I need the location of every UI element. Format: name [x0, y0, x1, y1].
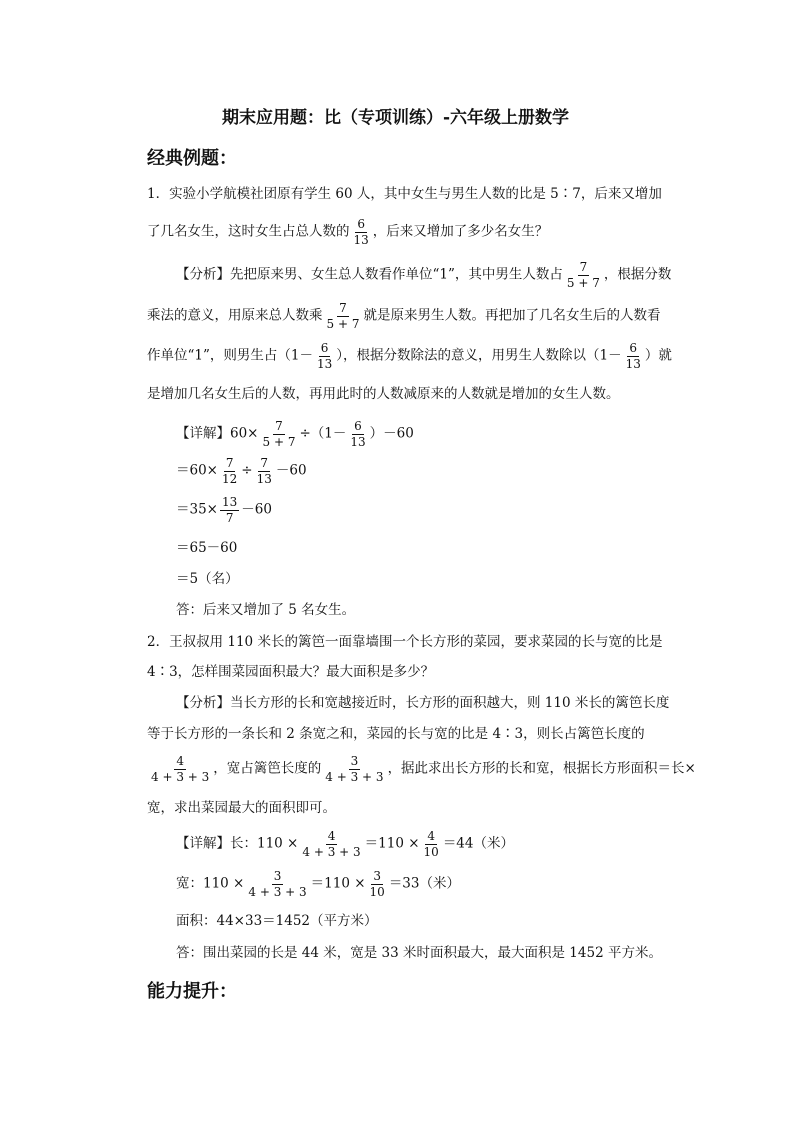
problem-2-solution-line-2: 宽：110 × $\frac{3}{4 + 3 + 3}$ ＝110 × $\frac{3}{10}$ ＝33（米）: [176, 869, 460, 899]
problem-1-solution-line-2: ＝60× $\frac{7}{12}$ ÷ $\frac{7}{13}$ －60: [176, 456, 307, 486]
fraction: $\frac{6}{13}$: [316, 341, 333, 371]
fraction: $\frac{3}{4 + 3 + 3}$: [248, 869, 307, 899]
problem-1-line-2: 了几名女生，这时女生占总人数的 $\frac{6}{13}$ ，后来又增加了多少名女生？: [147, 217, 549, 247]
fraction: $\frac{3}{10}$: [369, 869, 385, 899]
fraction: $\frac{3}{4 + 3 + 3}$: [325, 754, 384, 784]
problem-1-solution-line-1: 【详解】60× $\frac{7}{5 + 7}$ ÷（1－ $\frac{6}{13}$ ）－60: [176, 419, 414, 449]
problem-1-analysis-line-2: 乘法的意义，用原来总人数乘 $\frac{7}{5 + 7}$ 就是原来男生人数。再把加了几名女生后的人数看: [147, 301, 661, 331]
problem-1-solution-line-5: ＝5（名）: [176, 571, 239, 587]
fraction: $\frac{7}{5 + 7}$: [326, 301, 360, 331]
problem-1-solution-line-4: ＝65－60: [176, 540, 238, 556]
fraction: $\frac{4}{10}$: [423, 829, 439, 859]
section-heading-ability: 能力提升：: [147, 981, 237, 1002]
problem-1-answer: 答：后来又增加了 5 名女生。: [176, 602, 356, 618]
problem-2-analysis-line-4: 宽，求出菜园最大的面积即可。: [147, 800, 336, 816]
problem-2-answer: 答：围出菜园的长是 44 米，宽是 33 米时面积最大，最大面积是 1452 平方米。: [176, 945, 662, 961]
problem-2-analysis-line-1: 【分析】当长方形的长和宽越接近时，长方形的面积越大，则 110 米长的篱笆长度: [176, 695, 670, 711]
problem-2-analysis-line-2: 等于长方形的一条长和 2 条宽之和，菜园的长与宽的比是 4∶3，则长占篱笆长度的: [147, 726, 645, 742]
fraction: $\frac{6}{13}$: [350, 419, 366, 449]
fraction: $\frac{6}{13}$: [625, 341, 641, 371]
fraction: $\frac{7}{12}$: [222, 456, 238, 486]
problem-2-line-1: 2．王叔叔用 110 米长的篱笆一面靠墙围一个长方形的菜园，要求菜园的长与宽的比是: [147, 634, 663, 650]
problem-1-analysis-line-1: 【分析】先把原来男、女生总人数看作单位“1”，其中男生人数占 $\frac{7}{5 + 7}$ ，根据分数: [176, 260, 672, 290]
page-title: 期末应用题：比（专项训练）-六年级上册数学: [222, 108, 570, 128]
problem-2-analysis-line-3: $\frac{4}{4 + 3 + 3}$ ，宽占篱笆长度的 $\frac{3}{4 + 3 + 3}$ ，据此求出长方形的长和宽，根据长方形面积＝长×: [151, 754, 696, 784]
fraction: $\frac{4}{4 + 3 + 3}$: [302, 829, 361, 859]
problem-2-solution-line-3: 面积：44×33＝1452（平方米）: [176, 913, 378, 929]
section-heading-examples: 经典例题：: [147, 148, 237, 169]
fraction: $\frac{13}{7}$: [222, 495, 238, 525]
problem-1-line-1: 1．实验小学航模社团原有学生 60 人，其中女生与男生人数的比是 5∶7，后来又增加: [147, 186, 662, 202]
fraction: $\frac{7}{5 + 7}$: [566, 260, 600, 290]
fraction: $\frac{7}{13}$: [256, 456, 272, 486]
problem-1-analysis-line-3: 作单位“1”，则男生占（1－ $\frac{6}{13}$ ），根据分数除法的意义，用男生人数除以（1－ $\frac{6}{13}$ ）就: [147, 341, 672, 371]
problem-1-solution-line-3: ＝35× $\frac{13}{7}$ －60: [176, 495, 272, 525]
fraction: $\frac{4}{4 + 3 + 3}$: [151, 754, 210, 784]
problem-2-solution-line-1: 【详解】长：110 × $\frac{4}{4 + 3 + 3}$ ＝110 × $\frac{4}{10}$ ＝44（米）: [176, 829, 514, 859]
fraction: $\frac{6}{13}$: [353, 217, 369, 247]
fraction: $\frac{7}{5 + 7}$: [262, 419, 296, 449]
problem-2-line-2: 4∶3，怎样围菜园面积最大？最大面积是多少？: [147, 664, 435, 680]
problem-1-analysis-line-4: 是增加几名女生后的人数，再用此时的人数减原来的人数就是增加的女生人数。: [147, 386, 620, 402]
